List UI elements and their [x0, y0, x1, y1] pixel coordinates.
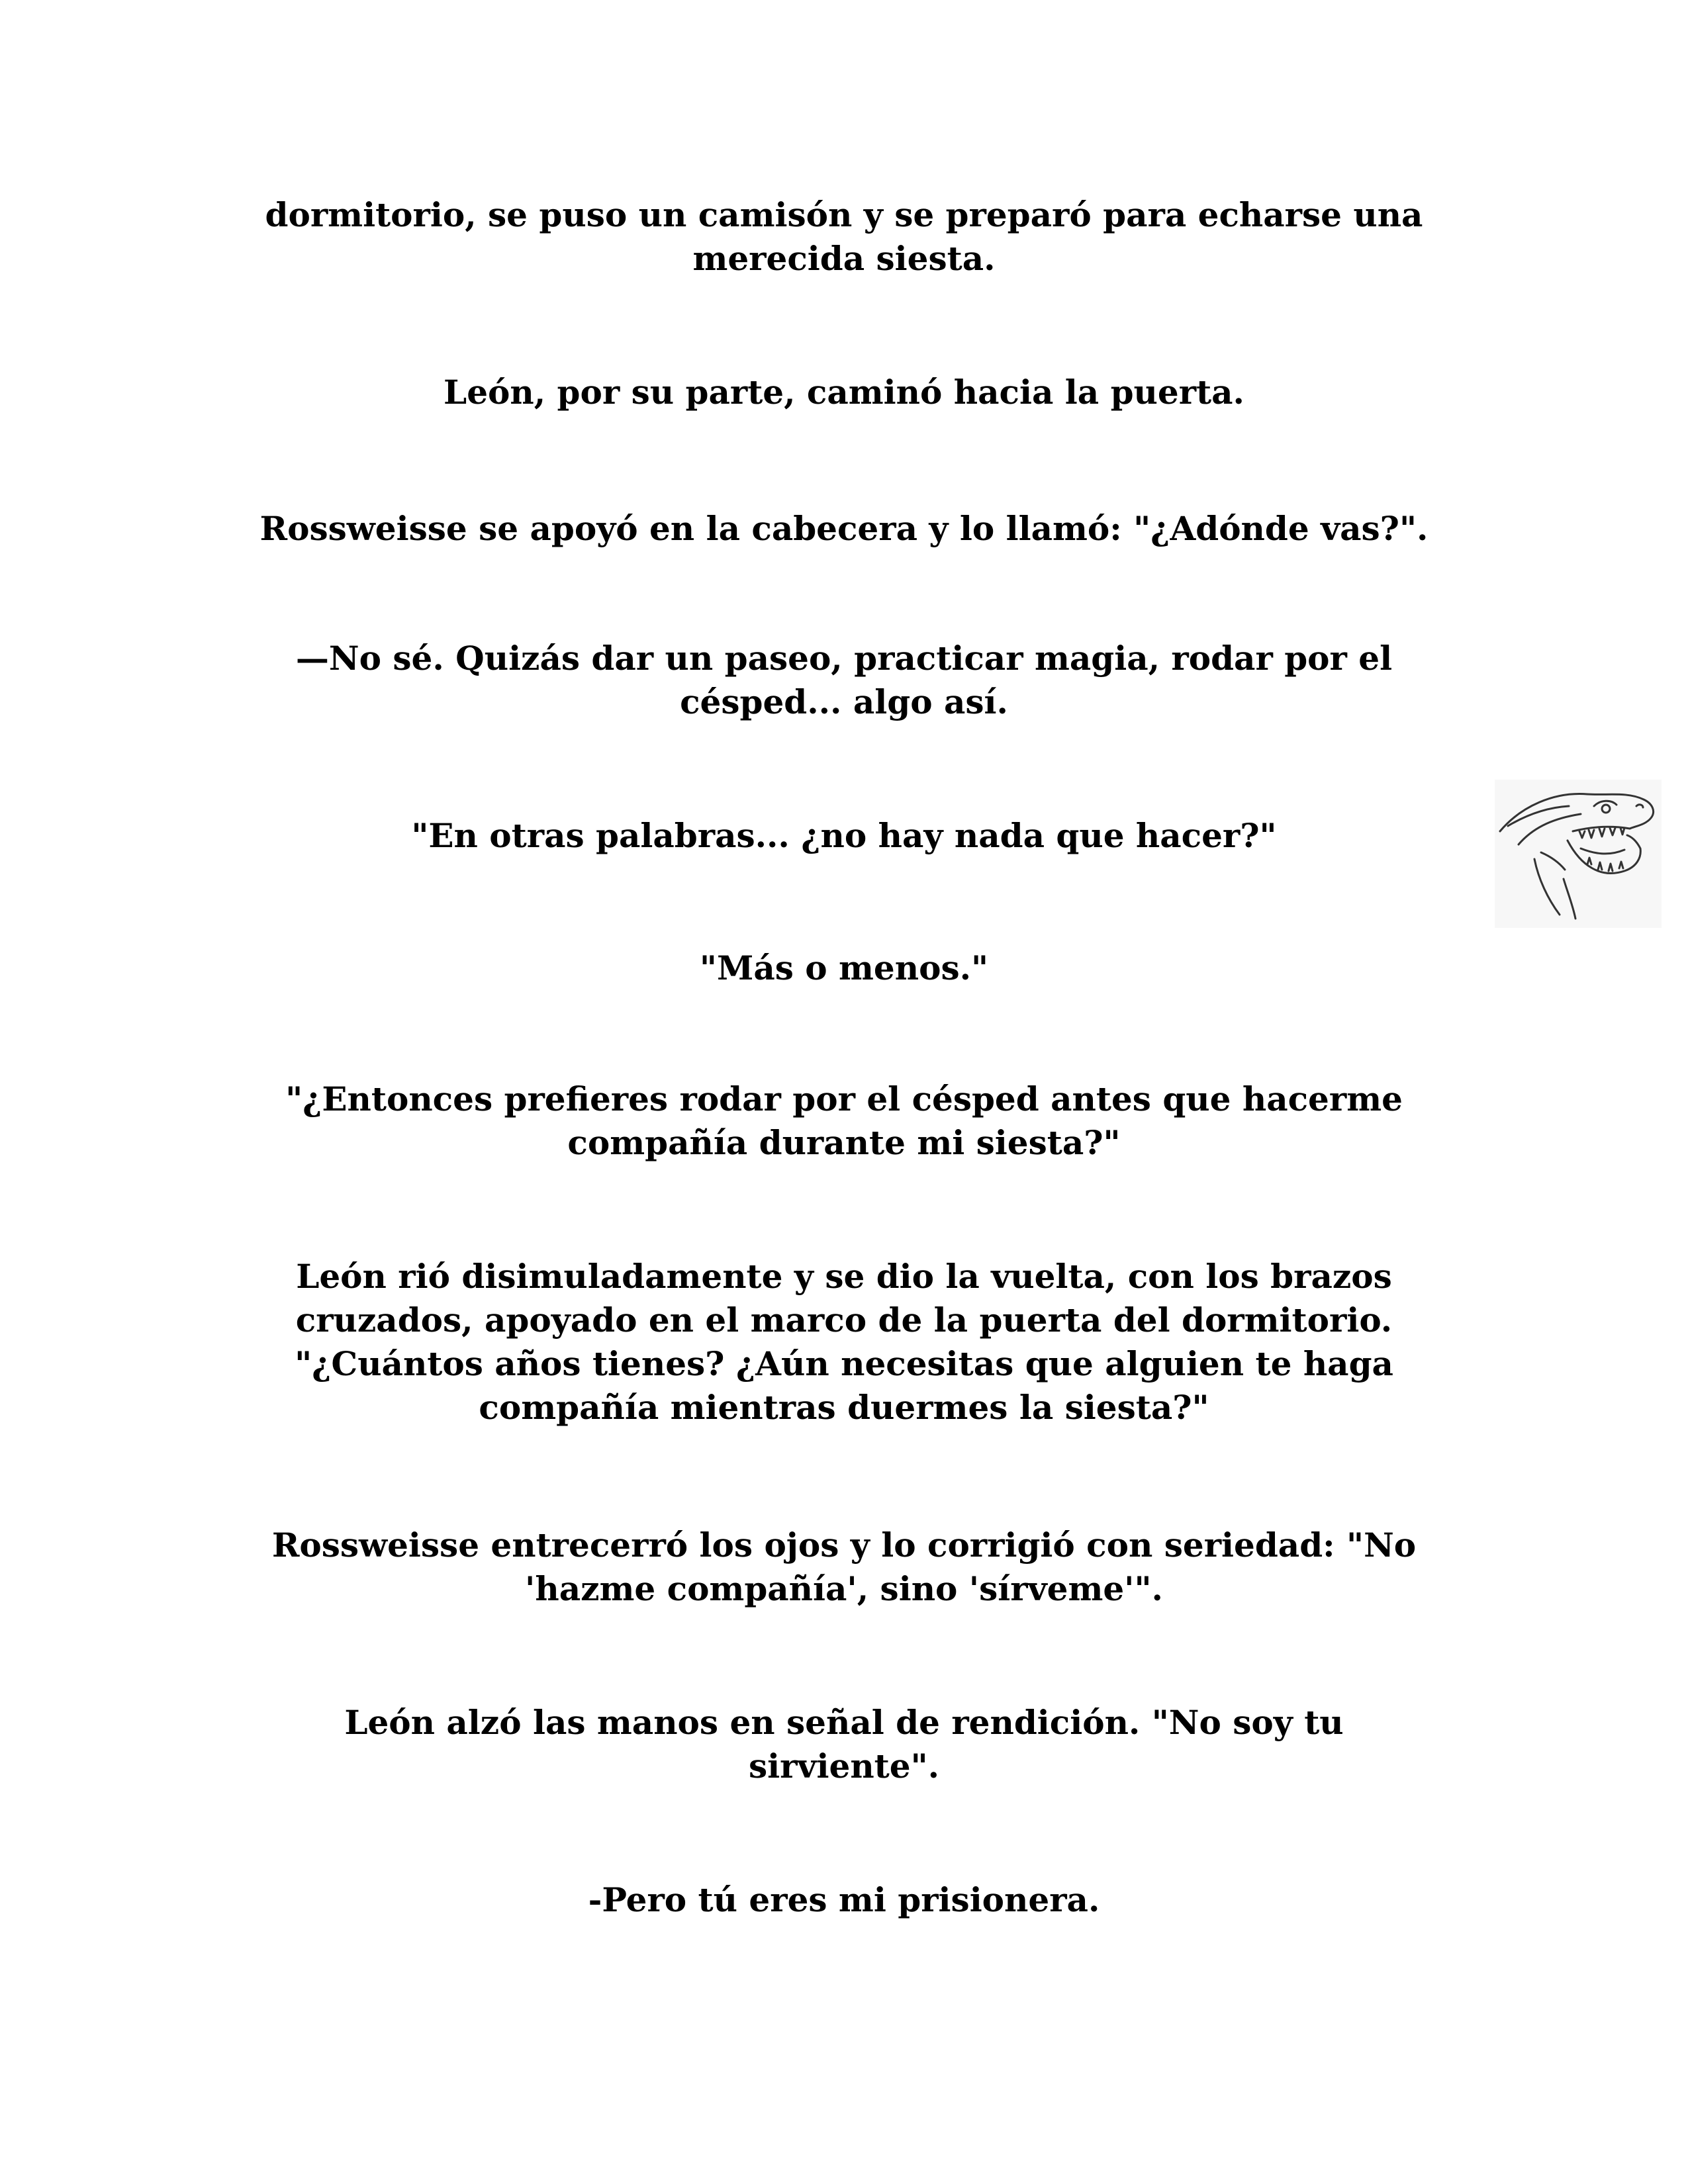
paragraph-4: —No sé. Quizás dar un paseo, practicar magia, rodar por el césped... algo así.: [295, 639, 1393, 721]
paragraph-10: León alzó las manos en señal de rendición. "No soy tu sirviente".: [344, 1703, 1344, 1786]
dinosaur-head-sketch-icon: [1495, 780, 1662, 928]
paragraph-2: León, por su parte, caminó hacia la puerta.: [444, 373, 1244, 412]
paragraph-7: "¿Entonces prefieres rodar por el césped antes que hacerme compañía durante mi siesta?": [285, 1079, 1403, 1162]
paragraph-1: dormitorio, se puso un camisón y se preparó para echarse una merecida siesta.: [265, 195, 1423, 278]
paragraph-11: -Pero tú eres mi prisionera.: [588, 1880, 1100, 1919]
paragraph-9: Rossweisse entrecerró los ojos y lo corrigió con seriedad: "No 'hazme compañía', sino 'sírveme'".: [271, 1525, 1417, 1608]
paragraph-6: "Más o menos.": [699, 948, 989, 987]
paragraph-3: Rossweisse se apoyó en la cabecera y lo llamó: "¿Adónde vas?".: [259, 509, 1429, 548]
paragraph-8: León rió disimuladamente y se dio la vuelta, con los brazos cruzados, apoyado en el marco de la puerta del dormitorio. "¿Cuántos años tienes? ¿Aún necesitas que alguien te haga compañía mientras duermes la siesta?": [295, 1257, 1393, 1427]
paragraph-5: "En otras palabras... ¿no hay nada que hacer?": [411, 816, 1277, 855]
